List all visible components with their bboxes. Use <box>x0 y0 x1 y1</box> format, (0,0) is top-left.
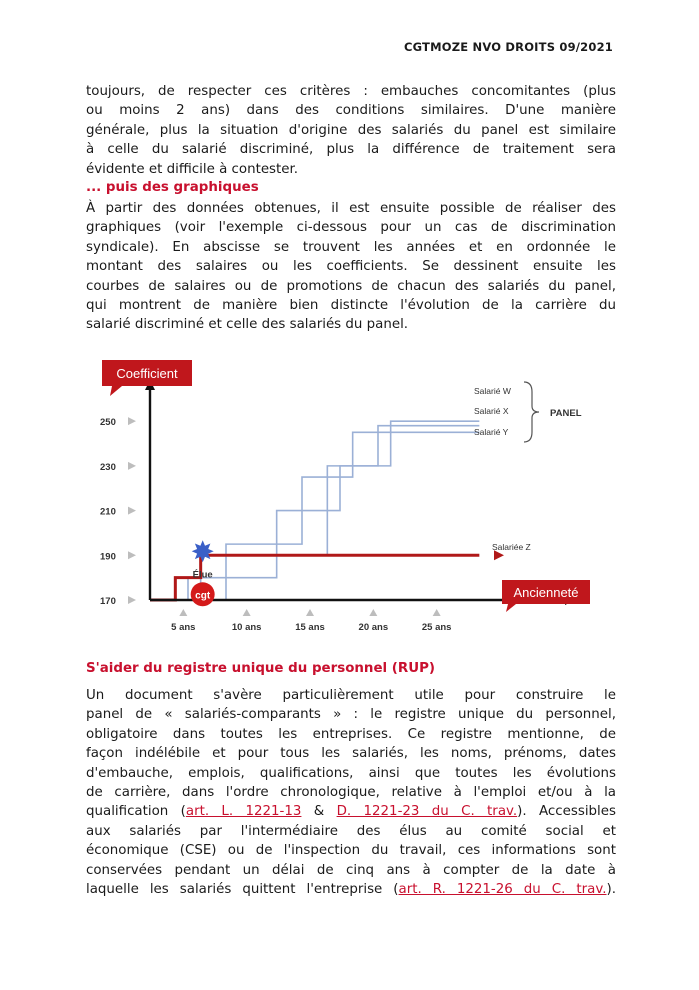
text-line: générale, plus la situation d'origine des salariés du panel est similaire <box>86 122 616 138</box>
paragraph-rup <box>86 686 616 899</box>
text-line: d'embauche, emplois, qualifications, ainsi que toutes les évolutions <box>86 765 616 781</box>
x-tick-label: 15 ans <box>295 622 325 633</box>
text-line: À partir des données obtenues, il est ensuite possible de réaliser des <box>86 201 616 216</box>
star-label: Élue <box>192 569 213 581</box>
text-line: ou moins 2 ans) dans des conditions similaires. D'une manière <box>86 103 616 119</box>
x-tick-marker <box>243 609 251 616</box>
text-line: panel de « salariés-comparants » : le registre unique du personnel, <box>86 707 616 723</box>
career-chart <box>92 348 612 648</box>
text-line: conservées pendant un délai de cinq ans à compter de la date à <box>86 862 616 878</box>
y-tick-label: 230 <box>100 461 116 473</box>
text-line: salarié discriminé et celle des salariés du panel. <box>86 317 409 333</box>
paragraph-graphs <box>86 199 616 335</box>
text-line: aux salariés par l'intermédiaire des élus au comité social et <box>86 823 616 839</box>
y-tick-label: 170 <box>100 596 116 607</box>
series-label: Salarié X <box>474 406 509 416</box>
x-tick-marker <box>369 609 377 616</box>
panel-brace <box>524 382 539 442</box>
y-tick-marker <box>128 507 136 515</box>
x-tick-label: 20 ans <box>358 622 389 633</box>
text-line: courbes de salaires ou de promotions de chacun des salariés du panel, <box>86 278 616 294</box>
text-line: économique (CSE) ou de l'inspection du travail, ces informations sont <box>86 843 616 859</box>
text-line: évidente et difficile à contester. <box>86 161 299 177</box>
y-tick-marker <box>128 417 136 425</box>
series-label: Salarié W <box>474 386 511 396</box>
election-star <box>192 540 214 562</box>
x-tick-marker <box>179 609 187 616</box>
panel-label: PANEL <box>550 408 582 419</box>
y-tick-label: 190 <box>100 551 116 563</box>
cgt-badge-label: cgt <box>195 590 211 602</box>
x-tick-label: 5 ans <box>171 622 196 633</box>
text-line: montant des salaires ou les coefficients. Se dessinent ensuite les <box>86 259 616 275</box>
y-tick-marker <box>128 596 136 604</box>
text-line: obligatoire dans toutes les entreprises. Ce registre mentionne, de <box>86 726 616 742</box>
text-line: à celle du salarié discriminé, plus la différence de traitement sera <box>86 142 616 158</box>
legal-ref-link[interactable]: art. R. 1221-26 du C. trav. <box>398 882 607 898</box>
text-line: syndicale). En abscisse se trouvent les années et en ordonnée le <box>86 239 616 255</box>
legal-ref-link[interactable]: D. 1221-23 du C. trav. <box>336 804 518 820</box>
text-line: qualification (art. L. 1221-13 & D. 1221-23 du C. trav.). Accessibles <box>86 804 616 820</box>
x-tick-label: 10 ans <box>231 622 262 633</box>
y-tick-marker <box>128 462 136 470</box>
series-label: Salariée Z <box>492 542 531 552</box>
series-label: Salarié Y <box>474 427 509 437</box>
page-header: CGTMOZE NVO DROITS 09/2021 <box>403 40 613 54</box>
y-tick-label: 210 <box>100 506 116 518</box>
x-tick-marker <box>306 609 314 616</box>
text-line: qui montrent de manière bien distincte l'évolution de la carrière du <box>86 298 616 314</box>
x-tick-label: 25 ans <box>421 622 452 633</box>
text-line: graphiques (voir l'exemple ci-dessous pour un cas de discrimination <box>86 220 616 236</box>
paragraph-criteria <box>86 82 616 179</box>
section-heading-graphs: ... puis des graphiques <box>86 180 259 195</box>
text-line: laquelle les salariés quittent l'entreprise (art. R. 1221-26 du C. trav.). <box>86 882 616 898</box>
y-axis-title: Coefficient <box>116 366 178 381</box>
text-line: Un document s'avère particulièrement utile pour construire le <box>86 688 616 703</box>
text-line: toujours, de respecter ces critères : embauches concomitantes (plus <box>86 84 616 99</box>
legal-ref-link[interactable]: art. L. 1221-13 <box>185 804 302 820</box>
text-line: de carrière, dans l'ordre chronologique, relative à l'emploi et/ou à la <box>86 785 616 801</box>
section-heading-rup: S'aider du registre unique du personnel (RUP) <box>86 661 436 676</box>
x-tick-marker <box>433 609 441 616</box>
text-line: façon indélébile et pour tous les salariés, les noms, prénoms, dates <box>86 746 616 762</box>
y-tick-marker <box>128 551 136 559</box>
y-tick-label: 250 <box>100 417 116 429</box>
x-axis-title: Ancienneté <box>513 585 579 600</box>
